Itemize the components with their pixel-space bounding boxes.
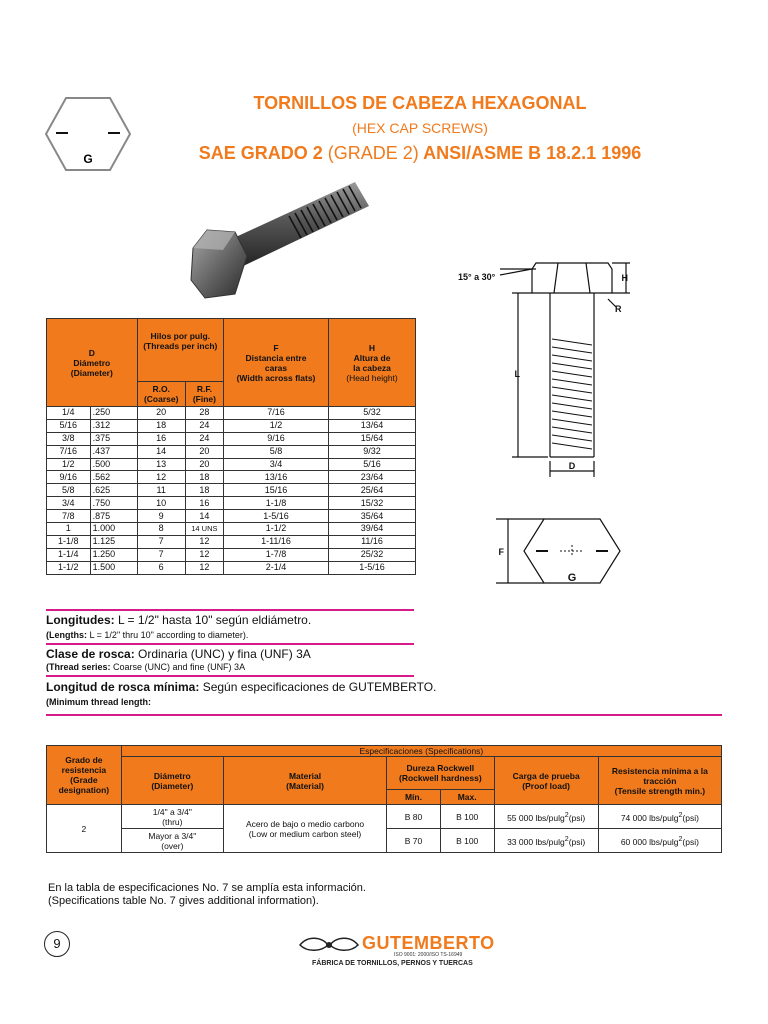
dims-cell-dec: 1.500 <box>90 561 137 574</box>
dims-cell-dec: .875 <box>90 510 137 523</box>
page-title: TORNILLOS DE CABEZA HEXAGONAL <box>253 93 587 113</box>
head-marking-letter: G <box>83 152 93 166</box>
dims-cell-f: 1-11/16 <box>224 535 329 548</box>
dims-cell-dec: .437 <box>90 445 137 458</box>
dims-cell-rf: 24 <box>185 419 223 432</box>
dims-cell-h: 23/64 <box>329 471 416 484</box>
brand-logo <box>296 933 495 969</box>
min-thread-note: Longitud de rosca mínima: Según especificaciones de GUTEMBERTO. <box>46 680 437 694</box>
dims-cell-dec: .375 <box>90 432 137 445</box>
dims-cell-f: 5/8 <box>224 445 329 458</box>
min-thread-note-en: (Minimum thread length: <box>46 697 151 707</box>
thread-note: Clase de rosca: Ordinaria (UNC) y fina (UNF) 3A <box>46 647 311 661</box>
dims-row <box>47 561 416 574</box>
dims-cell-ro: 18 <box>137 419 185 432</box>
dims-cell-h: 25/64 <box>329 484 416 497</box>
bolt-dimension-diagram <box>440 255 630 600</box>
dims-cell-f: 15/16 <box>224 484 329 497</box>
dims-cell-h: 1-5/16 <box>329 561 416 574</box>
header-ro: R.O. (Coarse) <box>137 382 185 407</box>
header-min: Mín. <box>387 790 441 805</box>
dims-cell-rf: 12 <box>185 548 223 561</box>
l-label: L <box>514 369 520 379</box>
dims-cell-dec: .750 <box>90 497 137 510</box>
dims-cell-dec: .562 <box>90 471 137 484</box>
dims-cell-rf: 24 <box>185 432 223 445</box>
tensile-cell-1: 74 000 lbs/pulg$^2$(psi) <box>598 805 721 829</box>
dims-cell-frac: 1 <box>47 523 91 536</box>
dims-cell-rf: 18 <box>185 471 223 484</box>
dims-cell-ro: 9 <box>137 510 185 523</box>
dims-cell-f: 1-1/8 <box>224 497 329 510</box>
angle-label: 15° a 30° <box>458 272 496 282</box>
dims-cell-ro: 11 <box>137 484 185 497</box>
proof-cell-1: 55 000 lbs/pulg$^2$(psi) <box>494 805 598 829</box>
dims-cell-rf: 18 <box>185 484 223 497</box>
dims-cell-h: 9/32 <box>329 445 416 458</box>
page-number: 9 <box>44 931 70 957</box>
dims-cell-f: 1-7/8 <box>224 548 329 561</box>
dims-cell-frac: 1-1/2 <box>47 561 91 574</box>
dims-cell-f: 9/16 <box>224 432 329 445</box>
dims-cell-dec: 1.125 <box>90 535 137 548</box>
header-rockwell: Dureza Rockwell (Rockwell hardness) <box>387 757 494 790</box>
dims-cell-rf: 12 <box>185 535 223 548</box>
diam-cell-1: 1/4" a 3/4" (thru) <box>121 805 223 829</box>
header-specs: Especificaciones (Specifications) <box>121 746 721 757</box>
dims-cell-frac: 1/4 <box>47 407 91 420</box>
grade-standard-line <box>130 143 710 164</box>
min-cell-1: B 80 <box>387 805 441 829</box>
dims-cell-frac: 1/2 <box>47 458 91 471</box>
dims-cell-rf: 20 <box>185 445 223 458</box>
dims-cell-frac: 3/4 <box>47 497 91 510</box>
header-diameter: D Diámetro (Diameter) <box>47 319 138 407</box>
f-label: F <box>498 547 504 557</box>
dims-cell-dec: 1.000 <box>90 523 137 536</box>
dims-cell-ro: 20 <box>137 407 185 420</box>
dims-row <box>47 407 416 420</box>
dims-row <box>47 523 416 536</box>
dims-cell-ro: 16 <box>137 432 185 445</box>
dims-cell-f: 1-1/2 <box>224 523 329 536</box>
header-max: Max. <box>440 790 494 805</box>
dims-cell-frac: 1-1/4 <box>47 548 91 561</box>
dims-cell-rf: 28 <box>185 407 223 420</box>
divider-4 <box>46 714 722 716</box>
dims-row <box>47 497 416 510</box>
dims-row <box>47 548 416 561</box>
divider-3 <box>46 675 414 677</box>
lengths-note-en: (Lengths: L = 1/2" thru 10" according to diameter). <box>46 630 249 640</box>
dims-cell-rf: 14 UNS <box>185 523 223 536</box>
grade-cell: 2 <box>47 805 122 853</box>
header-diam: Diámetro (Diameter) <box>121 757 223 805</box>
dims-cell-h: 15/64 <box>329 432 416 445</box>
proof-cell-2: 33 000 lbs/pulg$^2$(psi) <box>494 829 598 853</box>
diam-cell-2: Mayor a 3/4" (over) <box>121 829 223 853</box>
dims-cell-frac: 5/8 <box>47 484 91 497</box>
header-grade: Grado de resistencia (Grade designation) <box>47 746 122 805</box>
hands-logo-icon <box>298 933 360 957</box>
r-label: R <box>615 304 622 314</box>
dims-cell-ro: 10 <box>137 497 185 510</box>
dims-cell-h: 11/16 <box>329 535 416 548</box>
dims-cell-rf: 20 <box>185 458 223 471</box>
g-label: G <box>567 572 577 584</box>
dims-cell-dec: .312 <box>90 419 137 432</box>
dimensions-table <box>46 318 416 575</box>
dims-cell-rf: 16 <box>185 497 223 510</box>
dims-cell-frac: 3/8 <box>47 432 91 445</box>
dims-cell-dec: .250 <box>90 407 137 420</box>
tensile-cell-2: 60 000 lbs/pulg$^2$(psi) <box>598 829 721 853</box>
lengths-note: Longitudes: L = 1/2" hasta 10" según eldiámetro. <box>46 613 312 627</box>
header-tensile: Resistencia mínima a la tracción (Tensile strength min.) <box>598 757 721 805</box>
dims-cell-rf: 12 <box>185 561 223 574</box>
material-cell: Acero de bajo o medio carbono (Low or medium carbon steel) <box>223 805 386 853</box>
dims-row <box>47 471 416 484</box>
max-cell-1: B 100 <box>440 805 494 829</box>
dims-cell-frac: 7/8 <box>47 510 91 523</box>
dims-cell-h: 5/16 <box>329 458 416 471</box>
specifications-table <box>46 745 722 853</box>
header-threads: Hilos por pulg. (Threads per inch) <box>137 319 223 382</box>
dims-cell-ro: 14 <box>137 445 185 458</box>
footnote: En la tabla de especificaciones No. 7 se amplía esta información. (Specifications table No. 7 gives additional information). <box>48 882 366 907</box>
d-label: D <box>568 461 576 471</box>
dims-cell-h: 25/32 <box>329 548 416 561</box>
dims-cell-ro: 7 <box>137 535 185 548</box>
dims-row <box>47 419 416 432</box>
dims-cell-frac: 1-1/8 <box>47 535 91 548</box>
dims-cell-f: 1/2 <box>224 419 329 432</box>
dims-row <box>47 535 416 548</box>
dims-cell-h: 39/64 <box>329 523 416 536</box>
dims-cell-ro: 7 <box>137 548 185 561</box>
page-subtitle: (HEX CAP SCREWS) <box>352 120 488 136</box>
grade-bold: SAE GRADO 2 <box>198 143 323 163</box>
grade-light: (GRADE 2) <box>327 143 419 163</box>
dims-cell-f: 3/4 <box>224 458 329 471</box>
dims-cell-h: 35/64 <box>329 510 416 523</box>
header-proof: Carga de prueba (Proof load) <box>494 757 598 805</box>
header-material: Material (Material) <box>223 757 386 805</box>
brand-tagline: FÁBRICA DE TORNILLOS, PERNOS Y TUERCAS <box>312 960 473 967</box>
header-rf: R.F. (Fine) <box>185 382 223 407</box>
thread-note-en: (Thread series: Coarse (UNC) and fine (UNF) 3A <box>46 662 246 672</box>
header-f: F Distancia entre caras (Width across flats) <box>224 319 329 407</box>
dims-cell-dec: .625 <box>90 484 137 497</box>
standard: ANSI/ASME B 18.2.1 1996 <box>423 143 642 163</box>
hex-head-marking-icon <box>44 96 132 172</box>
dims-cell-frac: 9/16 <box>47 471 91 484</box>
dims-cell-h: 13/64 <box>329 419 416 432</box>
dims-cell-h: 5/32 <box>329 407 416 420</box>
dims-cell-frac: 5/16 <box>47 419 91 432</box>
divider-1 <box>46 609 414 611</box>
dims-cell-dec: 1.250 <box>90 548 137 561</box>
h-label: H <box>621 273 628 283</box>
dims-cell-ro: 8 <box>137 523 185 536</box>
min-cell-2: B 70 <box>387 829 441 853</box>
bolt-photo <box>185 176 375 306</box>
divider-2 <box>46 643 414 645</box>
dims-row <box>47 510 416 523</box>
dims-cell-dec: .500 <box>90 458 137 471</box>
dims-row <box>47 484 416 497</box>
dims-cell-h: 15/32 <box>329 497 416 510</box>
dims-row <box>47 445 416 458</box>
dims-cell-rf: 14 <box>185 510 223 523</box>
dims-cell-f: 7/16 <box>224 407 329 420</box>
dims-cell-f: 13/16 <box>224 471 329 484</box>
dims-cell-f: 1-5/16 <box>224 510 329 523</box>
dims-row <box>47 458 416 471</box>
brand-iso: ISO 9001: 2000/ISO TS-16949 <box>394 952 463 958</box>
brand-name: GUTEMBERTO <box>362 933 495 953</box>
dims-cell-f: 2-1/4 <box>224 561 329 574</box>
max-cell-2: B 100 <box>440 829 494 853</box>
dims-cell-ro: 12 <box>137 471 185 484</box>
dims-cell-ro: 13 <box>137 458 185 471</box>
header-h: H Altura de la cabeza (Head height) <box>329 319 416 407</box>
dims-cell-ro: 6 <box>137 561 185 574</box>
dims-cell-frac: 7/16 <box>47 445 91 458</box>
dims-row <box>47 432 416 445</box>
